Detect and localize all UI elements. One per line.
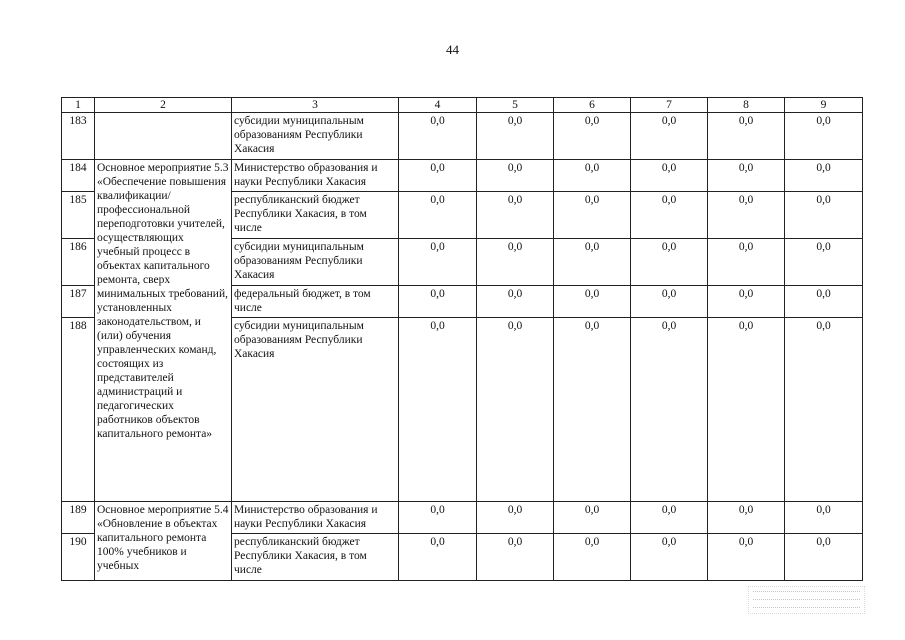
value-cell: 0,0 — [477, 192, 554, 239]
value-cell: 0,0 — [708, 286, 785, 318]
value-cell: 0,0 — [631, 502, 708, 534]
value-cell: 0,0 — [399, 502, 477, 534]
activity-cell-empty — [95, 113, 232, 160]
value-cell: 0,0 — [785, 239, 863, 286]
funding-source: республиканский бюджет Республики Хакасия, в том числе — [232, 192, 399, 239]
value-cell: 0,0 — [477, 239, 554, 286]
faded-stamp-mark — [748, 586, 865, 614]
value-cell: 0,0 — [631, 239, 708, 286]
row-number: 190 — [62, 534, 95, 581]
value-cell: 0,0 — [399, 160, 477, 192]
value-cell: 0,0 — [631, 534, 708, 581]
row-number: 189 — [62, 502, 95, 534]
value-cell: 0,0 — [785, 160, 863, 192]
value-cell: 0,0 — [554, 502, 631, 534]
value-cell: 0,0 — [477, 502, 554, 534]
value-cell: 0,0 — [708, 113, 785, 160]
funding-source: субсидии муниципальным образованиям Республики Хакасия — [232, 318, 399, 502]
row-number: 188 — [62, 318, 95, 502]
value-cell: 0,0 — [399, 286, 477, 318]
value-cell: 0,0 — [708, 534, 785, 581]
value-cell: 0,0 — [708, 160, 785, 192]
value-cell: 0,0 — [554, 192, 631, 239]
activity-description: Основное мероприятие 5.3 «Обеспечение повышения квалификации/ профессиональной переподготовки учителей, осуществляющих учебный процесс в объектах капитального ремонта, сверх минимальных требований, установленных законодательством, и (или) обучения управленческих команд, состоящих из представителей администраций и педагогических работников объектов капитального ремонта» — [95, 160, 232, 502]
value-cell: 0,0 — [399, 318, 477, 502]
row-number: 185 — [62, 192, 95, 239]
value-cell: 0,0 — [399, 534, 477, 581]
value-cell: 0,0 — [477, 113, 554, 160]
table-row — [62, 160, 863, 192]
activity-description: Основное мероприятие 5.4 «Обновление в объектах капитального ремонта 100% учебников и учебных — [95, 502, 232, 581]
header-cell: 6 — [554, 98, 631, 113]
value-cell: 0,0 — [708, 502, 785, 534]
value-cell: 0,0 — [554, 318, 631, 502]
value-cell: 0,0 — [785, 286, 863, 318]
value-cell: 0,0 — [554, 160, 631, 192]
value-cell: 0,0 — [554, 239, 631, 286]
value-cell: 0,0 — [785, 113, 863, 160]
value-cell: 0,0 — [631, 160, 708, 192]
value-cell: 0,0 — [399, 239, 477, 286]
table-row — [62, 113, 863, 160]
value-cell: 0,0 — [785, 534, 863, 581]
value-cell: 0,0 — [399, 192, 477, 239]
value-cell: 0,0 — [631, 318, 708, 502]
value-cell: 0,0 — [477, 160, 554, 192]
table-row — [62, 502, 863, 534]
value-cell: 0,0 — [708, 192, 785, 239]
funding-source: субсидии муниципальным образованиям Республики Хакасия — [232, 239, 399, 286]
row-number: 183 — [62, 113, 95, 160]
value-cell: 0,0 — [785, 502, 863, 534]
header-cell: 3 — [232, 98, 399, 113]
value-cell: 0,0 — [554, 113, 631, 160]
value-cell: 0,0 — [554, 286, 631, 318]
value-cell: 0,0 — [631, 286, 708, 318]
value-cell: 0,0 — [785, 192, 863, 239]
page-number: 44 — [446, 42, 459, 57]
value-cell: 0,0 — [477, 534, 554, 581]
header-cell: 7 — [631, 98, 708, 113]
row-number: 184 — [62, 160, 95, 192]
value-cell: 0,0 — [399, 113, 477, 160]
funding-source: федеральный бюджет, в том числе — [232, 286, 399, 318]
funding-source: республиканский бюджет Республики Хакасия, в том числе — [232, 534, 399, 581]
header-cell: 8 — [708, 98, 785, 113]
header-cell: 2 — [95, 98, 232, 113]
header-cell: 1 — [62, 98, 95, 113]
value-cell: 0,0 — [631, 113, 708, 160]
funding-source: субсидии муниципальным образованиям Республики Хакасия — [232, 113, 399, 160]
row-number: 186 — [62, 239, 95, 286]
value-cell: 0,0 — [554, 534, 631, 581]
row-number: 187 — [62, 286, 95, 318]
value-cell: 0,0 — [631, 192, 708, 239]
header-row — [62, 98, 863, 113]
header-cell: 4 — [399, 98, 477, 113]
funding-source: Министерство образования и науки Республики Хакасия — [232, 502, 399, 534]
funding-source: Министерство образования и науки Республики Хакасия — [232, 160, 399, 192]
header-cell: 5 — [477, 98, 554, 113]
value-cell: 0,0 — [708, 318, 785, 502]
value-cell: 0,0 — [708, 239, 785, 286]
value-cell: 0,0 — [477, 286, 554, 318]
value-cell: 0,0 — [477, 318, 554, 502]
header-cell: 9 — [785, 98, 863, 113]
value-cell: 0,0 — [785, 318, 863, 502]
budget-table — [61, 97, 863, 581]
